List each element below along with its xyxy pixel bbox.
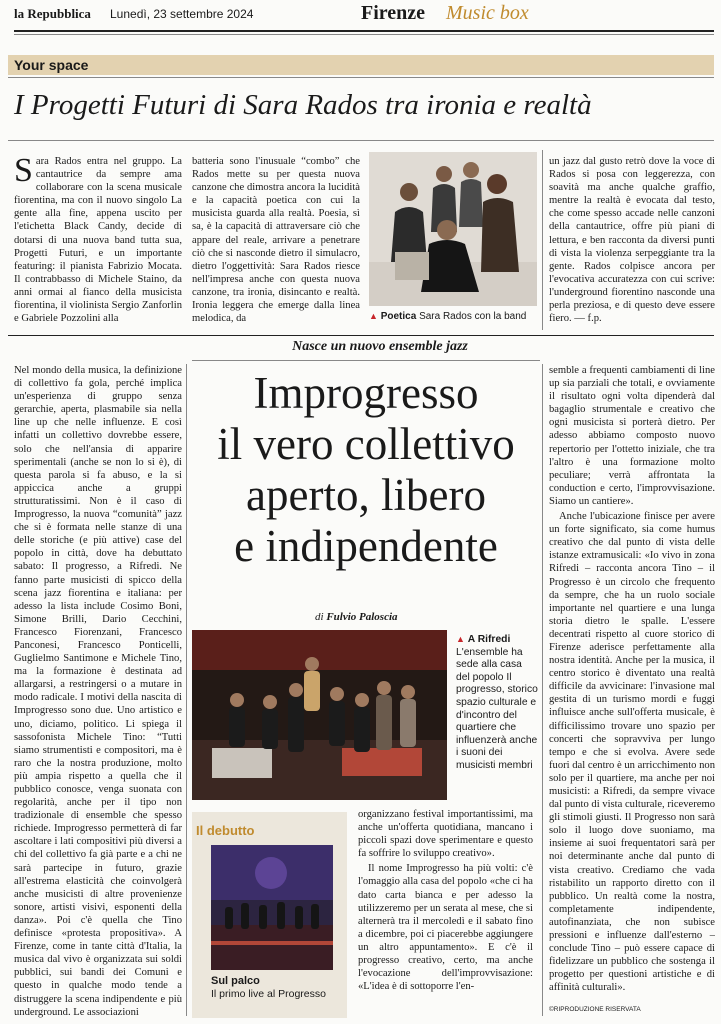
- dropcap: S: [14, 155, 33, 189]
- article2-colmid-p2: Il nome Improgresso ha più volti: c'è l'omaggio alla casa del popolo «che ci ha dato carta bianca e per adesso la utilizzeremo per un serata al mese, che si alternerà tra il mercoledì e il sabato fino a dicembre, poi ci piacerebbe aggiungere un altro appuntamento». E c'è il progresso creativo, certo, ma anche l'evocazione dell'improvvisazione: «L'idea è di sottoporre l'en-: [358, 863, 533, 993]
- article1-caption-text: Sara Rados con la band: [419, 311, 527, 322]
- masthead-rule: [14, 30, 714, 32]
- article2-colmid-p1: organizzano festival importantissimi, ma anche un'offerta quotidiana, mancano i piccoli spazi dove sperimentare e questo fa soffrire lo sviluppo creativo».: [358, 809, 533, 860]
- col-rule-1: [542, 150, 543, 330]
- article1-col3: [549, 155, 715, 335]
- debut-box-title: Sul palco: [211, 975, 260, 987]
- article1-col1-text: ara Rados entra nel gruppo. La cantautrice da sempre ama collaborare con la scena musicale fiorentina, ma con il nuovo singolo La gente alla fine, appena uscito per l'etichetta Black Candy, decide di dotarsi di una nuova band tutta sua, Progetti Futuri, e un importante featuring: il pianista Fabrizio Mocata. Il contrabbasso di Michele Staino, da anni ormai al fianco della musicista fiorentina, il violinista Sergio Zanforlin e Gabriele Pozzolini alla: [14, 156, 182, 325]
- rubric-bar: [8, 55, 714, 75]
- headline-line-3: aperto, libero: [246, 470, 486, 520]
- copyright: ©RIPRODUZIONE RISERVATA: [549, 1006, 641, 1013]
- section-name: Music box: [446, 2, 529, 24]
- article2-caption-text: L'ensemble ha sede alla casa del popolo Il progresso, storico spazio culturale e d'incontro del quartiere che influenzerà anche i suoni dei musicisti membri: [456, 646, 538, 771]
- col-rule-2: [186, 364, 187, 1016]
- article1-headline: I Progetti Futuri di Sara Rados tra ironia e realtà: [14, 89, 592, 121]
- debut-box-caption: Il primo live al Progresso: [211, 988, 326, 1000]
- debut-box-label: Il debutto: [196, 823, 255, 838]
- headline-line-1: Improgresso: [253, 368, 479, 418]
- kicker-rule: [192, 360, 540, 361]
- article1-col2: [192, 155, 360, 335]
- city-name: Firenze: [361, 2, 426, 24]
- article1-col1: [14, 155, 182, 335]
- article2-col3-p1: semble a frequenti cambiamenti di line up sia parziali che totali, e ovviamente il risultato ogni volta dipenderà dal bagaglio strumentale e creativo che ogni musicista si porterà dietro. Per adesso abbiamo composto nuovo repertorio per l'ottetto iniziale, che tra l'altro è una formazione molto peculiare; verrà affrontata la conduction e certo, l'improvvisazione. Siamo un cantiere».: [549, 365, 715, 507]
- article2-caption-label: A Rifredi: [467, 634, 511, 645]
- debut-photo-illustration: [211, 845, 333, 970]
- paper-name: la Repubblica: [14, 6, 91, 21]
- byline-prefix: di: [315, 611, 324, 623]
- article2-col1-text: Nel mondo della musica, la definizione di collettivo fa gola, perché implica un'esperienza di gruppo senza gerarchie, aperta, plasmabile sia nella line up che nelle influenze. E così infatti un collettivo dovrebbe essere, solo che nell'ansia di apparire sperimentali (anche se non lo si è), di questa parola si fa abuso, e la si appiccica anche a gruppi strutturatissimi. Non è il caso di Improgresso, la nuova “comunità” jazz che si è formata nelle stanze di una delle storiche (e più attive) case del popolo in città, dove ha debuttato sabato: Il progresso, a Rifredi. Ne fanno parte musicisti di spicco della scena jazz fiorentina e italiana: per adesso la lista include Cosimo Boni, Simone Brilli, Dario Cecchini, Francesco Fiorenzani, Francesco Panconesi, Francesco Ponticelli, Guglielmo Santimone e Michele Tino, ma la formazione è destinata ad allargarsi, a restringersi o a mutare in modo radicale. I motivi della nascita di Improgresso sono due. Uno artistico e uno, diciamo, politico. Li spiega il sassofonista Michele Tino: “Tutti siamo strumentisti e compositori, ma è raro che la nostra produzione, molto più ampia rispetto a quella che il pubblico conosce, venga suonata con regolarità, anche per il tipo non tradizionale di ensemble che spesso richiede. Improgresso permetterà di far ascoltare i lati compositivi più diversi a chi del collettivo fa già parte e a chi ne sarà partecipe in futuro, grazie all'estrema elasticità che coinvolgerà anche musicisti di altre provenienze sonore, artisti visivi, esponenti della danza». Poi c'è quella che Tino definisce «protesta propositiva». A Firenze, come in tante città d'Italia, la musica dal vivo è organizzata sui soldi pubblici, sui bandi dei Comuni e questo in qualche modo tende a distruggere la scena indipendente e più underground. Le associazioni: [14, 365, 182, 1018]
- headline-line-2: il vero collettivo: [217, 419, 515, 469]
- article2-col3: [549, 364, 715, 1004]
- article2-col-mid: [358, 808, 533, 1014]
- byline: [315, 611, 398, 623]
- article1-photo-caption: [369, 311, 539, 322]
- article1-col3-text: un jazz dal gusto retrò dove la voce di Rados si posa con leggerezza, con soavità ma anche qualche graffio, mentre la realtà è evocata dal testo, che come spesso accade nelle canzoni della cantautrice, offre più piani di lettura, e ben racconta da diversi punti di vista la violenza serpeggiante tra la gente. Rados colpisce ancora per l'evocativa accuratezza con cui scrive: l'underground fiorentino nasconde una perla preziosa, e di questo deve essere fiero. — f.p.: [549, 156, 715, 325]
- col-rule-3: [542, 364, 543, 1016]
- article2-col1: [14, 364, 182, 1018]
- article2-headline: [192, 368, 540, 572]
- debut-photo: [211, 845, 333, 970]
- headline-line-4: e indipendente: [234, 521, 498, 571]
- article2-photo-caption: [456, 633, 538, 773]
- section-divider: [8, 335, 714, 336]
- rubric-label: Your space: [14, 57, 89, 73]
- masthead-rule-2: [14, 34, 714, 35]
- byline-author: Fulvio Paloscia: [326, 611, 398, 623]
- article1-headline-rule: [8, 140, 714, 141]
- rubric-rule: [8, 77, 714, 78]
- band-photo-illustration: [369, 152, 537, 306]
- improgresso-ensemble-photo: [192, 630, 447, 800]
- article2-col3-p2: Anche l'ubicazione finisce per avere un forte significato, sia come humus creativo che dal punto di vista delle istanze extramusicali: «Io vivo in zona Rifredi – racconta ancora Tino – il Progresso è un circolo che frequento da sempre, che ha un ruolo sociale importante nel quartiere e una lunga storia dietro le spalle. L'essere decentrati rispetto al cuore storico di Firenze aderisce perfettamente alla nostra identità. Anche per la musica, il centro storico è diventato una realtà difficile da avvicinare: l'invasione mal gestita di un turismo mordi e fuggi influisce anche sull'offerta musicale, è difficilissimo trovare uno spazio per concerti che sopravviva per lungo tempo e che si evolva. Avere sede fuori dal centro è un arricchimento non solo per il quartiere, ma anche per noi musicisti: a Rifredi, da sempre vivace dal punto di vista culturale, riceveremo gli stimoli giusti. Il Progresso non sarà solo il luogo dove suoniamo, ma insieme ai suoi frequentatori sarà per noi determinante anche dal punto di vista creativo. Crediamo che vada ristabilito un rapporto diretto con il pubblico. Un realtà come la nostra, completamente indipendente, autofinanziata, che non subisce pressioni e influenze dall'esterno – conclude Tino – può essere capace di fidelizzare un pubblico che sostenga il progetto per questioni artistiche e di affinità culturali».: [549, 511, 715, 994]
- caption-marker-icon-2: ▲: [456, 634, 465, 644]
- article2-kicker: Nasce un nuovo ensemble jazz: [292, 339, 468, 354]
- sara-rados-band-photo: [369, 152, 537, 306]
- article1-col2-text: batteria sono l'inusuale “combo” che Rados mette su per questa nuova canzone che dimostra ancora la lucidità e la capacità poetica con cui la musicista guarda alla realtà. Poesia, sì sa, è la capacità di attraversare ciò che appare del reale, arrivare a penetrare ciò che si nasconde dietro il simulacro, dietro l'oggettività: Sara Rados riesce nell'impresa anche con questa nuova canzone, tra ironia, disincanto e realtà. Ironia leggera che emerge dalla linea melodica, da: [192, 156, 360, 325]
- issue-date: Lunedì, 23 settembre 2024: [110, 7, 254, 21]
- article1-caption-label: Poetica: [380, 311, 417, 322]
- caption-marker-icon: ▲: [369, 311, 378, 321]
- ensemble-photo-illustration: [192, 630, 447, 800]
